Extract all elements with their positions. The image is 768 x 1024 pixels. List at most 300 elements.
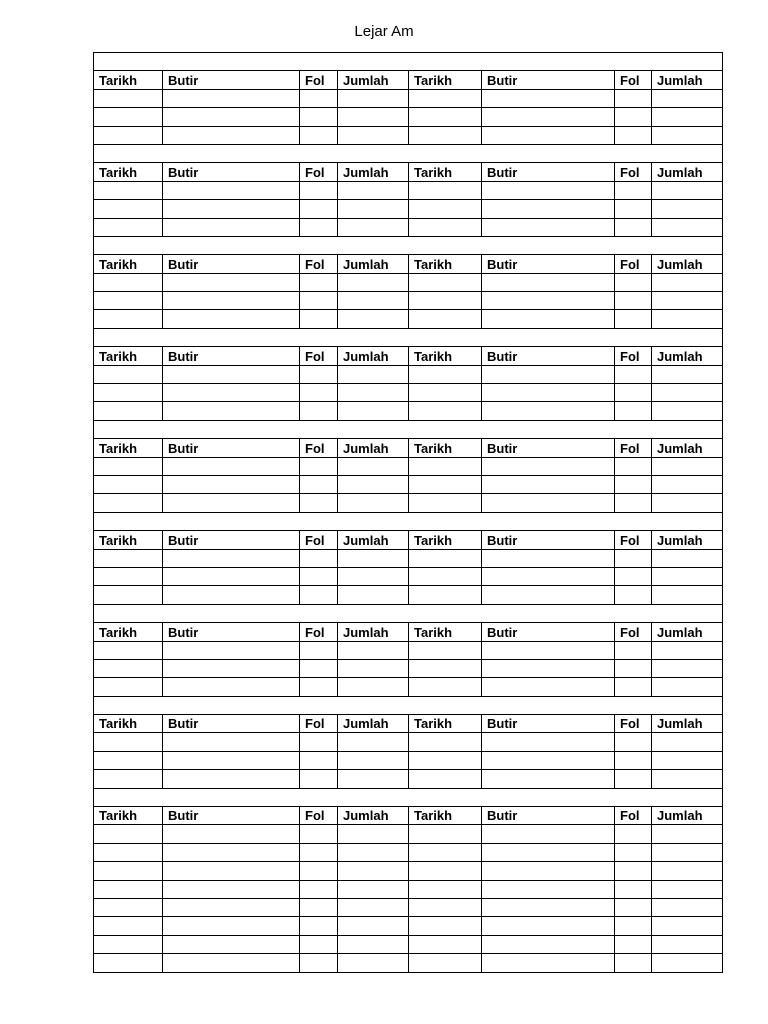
entry-cell-fol-right[interactable]	[615, 770, 652, 788]
entry-cell-butir-left[interactable]	[163, 494, 300, 512]
entry-cell-butir-left[interactable]	[163, 365, 300, 383]
entry-cell-jumlah-right[interactable]	[652, 880, 723, 898]
entry-cell-tarikh-left[interactable]	[94, 862, 163, 880]
entry-cell-fol-right[interactable]	[615, 273, 652, 291]
entry-cell-butir-left[interactable]	[163, 659, 300, 677]
entry-cell-butir-left[interactable]	[163, 200, 300, 218]
table-row	[94, 880, 723, 898]
entry-cell-fol-left[interactable]	[300, 218, 338, 236]
entry-cell-fol-left[interactable]	[300, 898, 338, 916]
entry-cell-fol-left[interactable]	[300, 567, 338, 585]
entry-cell-jumlah-right[interactable]	[652, 108, 723, 126]
entry-cell-tarikh-right[interactable]	[409, 917, 482, 935]
entry-cell-jumlah-right[interactable]	[652, 549, 723, 567]
entry-cell-fol-right[interactable]	[615, 898, 652, 916]
entry-cell-butir-left[interactable]	[163, 825, 300, 843]
entry-cell-butir-left[interactable]	[163, 567, 300, 585]
section-spacer-row	[94, 420, 723, 438]
entry-cell-fol-left[interactable]	[300, 181, 338, 199]
entry-cell-butir-right[interactable]	[482, 954, 615, 972]
entry-cell-fol-right[interactable]	[615, 659, 652, 677]
entry-cell-jumlah-right[interactable]	[652, 494, 723, 512]
column-header-butir-right: Butir	[482, 347, 615, 365]
entry-cell-fol-right[interactable]	[615, 567, 652, 585]
column-header-butir-left: Butir	[163, 255, 300, 273]
entry-cell-fol-left[interactable]	[300, 108, 338, 126]
entry-cell-butir-right[interactable]	[482, 880, 615, 898]
entry-cell-jumlah-left[interactable]	[338, 751, 409, 769]
entry-cell-jumlah-right[interactable]	[652, 659, 723, 677]
entry-cell-butir-left[interactable]	[163, 402, 300, 420]
entry-cell-butir-left[interactable]	[163, 898, 300, 916]
entry-cell-butir-left[interactable]	[163, 273, 300, 291]
column-header-jumlah-right: Jumlah	[652, 439, 723, 457]
entry-cell-jumlah-right[interactable]	[652, 751, 723, 769]
page-title: Lejar Am	[354, 23, 414, 40]
column-header-butir-right: Butir	[482, 531, 615, 549]
entry-cell-tarikh-right[interactable]	[409, 181, 482, 199]
entry-cell-fol-left[interactable]	[300, 862, 338, 880]
entry-cell-tarikh-right[interactable]	[409, 310, 482, 328]
entry-cell-jumlah-left[interactable]	[338, 659, 409, 677]
table-row	[94, 365, 723, 383]
entry-cell-tarikh-left[interactable]	[94, 457, 163, 475]
entry-cell-fol-right[interactable]	[615, 880, 652, 898]
entry-cell-butir-right[interactable]	[482, 751, 615, 769]
entry-cell-tarikh-right[interactable]	[409, 89, 482, 107]
entry-cell-butir-left[interactable]	[163, 108, 300, 126]
entry-cell-jumlah-right[interactable]	[652, 126, 723, 144]
entry-cell-fol-left[interactable]	[300, 659, 338, 677]
entry-cell-butir-right[interactable]	[482, 586, 615, 604]
entry-cell-tarikh-left[interactable]	[94, 200, 163, 218]
entry-cell-tarikh-right[interactable]	[409, 935, 482, 953]
entry-cell-jumlah-right[interactable]	[652, 917, 723, 935]
entry-cell-fol-right[interactable]	[615, 200, 652, 218]
entry-cell-butir-left[interactable]	[163, 954, 300, 972]
entry-cell-fol-left[interactable]	[300, 475, 338, 493]
column-header-fol-right: Fol	[615, 163, 652, 181]
entry-cell-butir-left[interactable]	[163, 586, 300, 604]
entry-cell-fol-right[interactable]	[615, 310, 652, 328]
table-row	[94, 843, 723, 861]
entry-cell-jumlah-right[interactable]	[652, 273, 723, 291]
entry-cell-fol-right[interactable]	[615, 365, 652, 383]
entry-cell-fol-left[interactable]	[300, 880, 338, 898]
entry-cell-jumlah-left[interactable]	[338, 954, 409, 972]
entry-cell-tarikh-left[interactable]	[94, 954, 163, 972]
entry-cell-butir-left[interactable]	[163, 384, 300, 402]
entry-cell-butir-right[interactable]	[482, 549, 615, 567]
entry-cell-butir-left[interactable]	[163, 218, 300, 236]
entry-cell-jumlah-left[interactable]	[338, 218, 409, 236]
entry-cell-tarikh-right[interactable]	[409, 475, 482, 493]
entry-cell-tarikh-left[interactable]	[94, 292, 163, 310]
spacer-cell	[94, 328, 723, 346]
entry-cell-jumlah-left[interactable]	[338, 935, 409, 953]
entry-cell-fol-right[interactable]	[615, 126, 652, 144]
table-row	[94, 384, 723, 402]
entry-cell-butir-left[interactable]	[163, 475, 300, 493]
entry-cell-fol-left[interactable]	[300, 310, 338, 328]
entry-cell-butir-left[interactable]	[163, 862, 300, 880]
entry-cell-butir-right[interactable]	[482, 843, 615, 861]
table-row	[94, 825, 723, 843]
entry-cell-butir-right[interactable]	[482, 862, 615, 880]
entry-cell-butir-right[interactable]	[482, 825, 615, 843]
entry-cell-jumlah-left[interactable]	[338, 641, 409, 659]
entry-cell-butir-right[interactable]	[482, 475, 615, 493]
entry-cell-butir-left[interactable]	[163, 181, 300, 199]
entry-cell-tarikh-left[interactable]	[94, 751, 163, 769]
entry-cell-tarikh-left[interactable]	[94, 843, 163, 861]
entry-cell-jumlah-right[interactable]	[652, 733, 723, 751]
entry-cell-jumlah-left[interactable]	[338, 475, 409, 493]
entry-cell-butir-left[interactable]	[163, 89, 300, 107]
entry-cell-jumlah-left[interactable]	[338, 898, 409, 916]
entry-cell-jumlah-right[interactable]	[652, 935, 723, 953]
entry-cell-tarikh-left[interactable]	[94, 659, 163, 677]
entry-cell-butir-left[interactable]	[163, 457, 300, 475]
entry-cell-tarikh-right[interactable]	[409, 126, 482, 144]
entry-cell-jumlah-left[interactable]	[338, 310, 409, 328]
column-header-tarikh-left: Tarikh	[94, 623, 163, 641]
table-row	[94, 567, 723, 585]
entry-cell-tarikh-left[interactable]	[94, 181, 163, 199]
entry-cell-tarikh-left[interactable]	[94, 494, 163, 512]
entry-cell-fol-right[interactable]	[615, 89, 652, 107]
column-header-butir-right: Butir	[482, 71, 615, 89]
entry-cell-tarikh-right[interactable]	[409, 494, 482, 512]
entry-cell-tarikh-left[interactable]	[94, 917, 163, 935]
entry-cell-tarikh-right[interactable]	[409, 273, 482, 291]
entry-cell-fol-left[interactable]	[300, 457, 338, 475]
column-header-fol-left: Fol	[300, 347, 338, 365]
entry-cell-fol-left[interactable]	[300, 365, 338, 383]
column-header-jumlah-right: Jumlah	[652, 623, 723, 641]
entry-cell-jumlah-right[interactable]	[652, 402, 723, 420]
table-row	[94, 641, 723, 659]
entry-cell-butir-right[interactable]	[482, 218, 615, 236]
entry-cell-tarikh-right[interactable]	[409, 457, 482, 475]
column-header-butir-left: Butir	[163, 715, 300, 733]
entry-cell-jumlah-right[interactable]	[652, 825, 723, 843]
entry-cell-butir-right[interactable]	[482, 384, 615, 402]
entry-cell-jumlah-right[interactable]	[652, 954, 723, 972]
column-header-jumlah-right: Jumlah	[652, 255, 723, 273]
entry-cell-fol-left[interactable]	[300, 843, 338, 861]
entry-cell-tarikh-left[interactable]	[94, 880, 163, 898]
entry-cell-butir-right[interactable]	[482, 770, 615, 788]
entry-cell-fol-right[interactable]	[615, 733, 652, 751]
entry-cell-fol-left[interactable]	[300, 917, 338, 935]
entry-cell-tarikh-left[interactable]	[94, 770, 163, 788]
entry-cell-fol-left[interactable]	[300, 733, 338, 751]
entry-cell-fol-right[interactable]	[615, 678, 652, 696]
entry-cell-butir-left[interactable]	[163, 549, 300, 567]
entry-cell-tarikh-right[interactable]	[409, 843, 482, 861]
entry-cell-jumlah-right[interactable]	[652, 310, 723, 328]
table-row	[94, 310, 723, 328]
entry-cell-butir-right[interactable]	[482, 567, 615, 585]
entry-cell-tarikh-right[interactable]	[409, 751, 482, 769]
entry-cell-tarikh-right[interactable]	[409, 292, 482, 310]
entry-cell-butir-right[interactable]	[482, 89, 615, 107]
entry-cell-butir-left[interactable]	[163, 917, 300, 935]
entry-cell-jumlah-left[interactable]	[338, 200, 409, 218]
column-header-jumlah-right: Jumlah	[652, 347, 723, 365]
section-header-row	[94, 715, 723, 733]
entry-cell-fol-right[interactable]	[615, 181, 652, 199]
entry-cell-fol-left[interactable]	[300, 89, 338, 107]
entry-cell-jumlah-right[interactable]	[652, 770, 723, 788]
entry-cell-jumlah-right[interactable]	[652, 384, 723, 402]
entry-cell-jumlah-right[interactable]	[652, 218, 723, 236]
entry-cell-fol-right[interactable]	[615, 457, 652, 475]
column-header-butir-left: Butir	[163, 623, 300, 641]
entry-cell-tarikh-left[interactable]	[94, 567, 163, 585]
entry-cell-butir-left[interactable]	[163, 292, 300, 310]
entry-cell-fol-right[interactable]	[615, 641, 652, 659]
entry-cell-butir-right[interactable]	[482, 402, 615, 420]
entry-cell-butir-left[interactable]	[163, 733, 300, 751]
entry-cell-jumlah-left[interactable]	[338, 825, 409, 843]
entry-cell-tarikh-right[interactable]	[409, 365, 482, 383]
entry-cell-tarikh-left[interactable]	[94, 475, 163, 493]
entry-cell-fol-left[interactable]	[300, 586, 338, 604]
entry-cell-butir-right[interactable]	[482, 126, 615, 144]
entry-cell-fol-right[interactable]	[615, 108, 652, 126]
entry-cell-butir-right[interactable]	[482, 181, 615, 199]
entry-cell-butir-left[interactable]	[163, 126, 300, 144]
entry-cell-butir-right[interactable]	[482, 917, 615, 935]
entry-cell-jumlah-left[interactable]	[338, 567, 409, 585]
entry-cell-jumlah-left[interactable]	[338, 89, 409, 107]
column-header-butir-right: Butir	[482, 715, 615, 733]
entry-cell-jumlah-left[interactable]	[338, 292, 409, 310]
table-row	[94, 108, 723, 126]
entry-cell-tarikh-right[interactable]	[409, 641, 482, 659]
entry-cell-jumlah-right[interactable]	[652, 89, 723, 107]
entry-cell-tarikh-right[interactable]	[409, 659, 482, 677]
entry-cell-tarikh-right[interactable]	[409, 549, 482, 567]
entry-cell-butir-right[interactable]	[482, 292, 615, 310]
entry-cell-fol-right[interactable]	[615, 825, 652, 843]
entry-cell-butir-left[interactable]	[163, 935, 300, 953]
entry-cell-fol-right[interactable]	[615, 218, 652, 236]
entry-cell-jumlah-left[interactable]	[338, 384, 409, 402]
column-header-butir-right: Butir	[482, 807, 615, 825]
entry-cell-tarikh-left[interactable]	[94, 898, 163, 916]
entry-cell-jumlah-right[interactable]	[652, 641, 723, 659]
entry-cell-jumlah-left[interactable]	[338, 917, 409, 935]
entry-cell-fol-right[interactable]	[615, 292, 652, 310]
entry-cell-butir-right[interactable]	[482, 273, 615, 291]
entry-cell-fol-left[interactable]	[300, 678, 338, 696]
entry-cell-fol-left[interactable]	[300, 200, 338, 218]
entry-cell-tarikh-left[interactable]	[94, 108, 163, 126]
entry-cell-fol-right[interactable]	[615, 935, 652, 953]
entry-cell-butir-right[interactable]	[482, 733, 615, 751]
entry-cell-jumlah-right[interactable]	[652, 475, 723, 493]
entry-cell-tarikh-left[interactable]	[94, 825, 163, 843]
entry-cell-jumlah-left[interactable]	[338, 549, 409, 567]
entry-cell-butir-left[interactable]	[163, 880, 300, 898]
column-header-tarikh-left: Tarikh	[94, 347, 163, 365]
entry-cell-fol-left[interactable]	[300, 751, 338, 769]
entry-cell-fol-left[interactable]	[300, 935, 338, 953]
entry-cell-fol-right[interactable]	[615, 384, 652, 402]
entry-cell-fol-right[interactable]	[615, 917, 652, 935]
entry-cell-fol-left[interactable]	[300, 384, 338, 402]
entry-cell-tarikh-left[interactable]	[94, 678, 163, 696]
entry-cell-fol-left[interactable]	[300, 402, 338, 420]
entry-cell-jumlah-left[interactable]	[338, 733, 409, 751]
entry-cell-tarikh-left[interactable]	[94, 273, 163, 291]
entry-cell-tarikh-right[interactable]	[409, 898, 482, 916]
entry-cell-jumlah-right[interactable]	[652, 586, 723, 604]
entry-cell-butir-right[interactable]	[482, 678, 615, 696]
entry-cell-tarikh-right[interactable]	[409, 825, 482, 843]
entry-cell-butir-right[interactable]	[482, 935, 615, 953]
entry-cell-tarikh-right[interactable]	[409, 200, 482, 218]
entry-cell-jumlah-left[interactable]	[338, 365, 409, 383]
spacer-cell	[94, 604, 723, 622]
entry-cell-jumlah-right[interactable]	[652, 457, 723, 475]
entry-cell-jumlah-right[interactable]	[652, 200, 723, 218]
entry-cell-fol-right[interactable]	[615, 862, 652, 880]
entry-cell-tarikh-right[interactable]	[409, 770, 482, 788]
entry-cell-butir-right[interactable]	[482, 457, 615, 475]
entry-cell-jumlah-right[interactable]	[652, 843, 723, 861]
entry-cell-tarikh-left[interactable]	[94, 384, 163, 402]
entry-cell-jumlah-left[interactable]	[338, 678, 409, 696]
entry-cell-tarikh-right[interactable]	[409, 880, 482, 898]
table-row	[94, 402, 723, 420]
entry-cell-jumlah-right[interactable]	[652, 567, 723, 585]
entry-cell-fol-left[interactable]	[300, 954, 338, 972]
entry-cell-jumlah-left[interactable]	[338, 880, 409, 898]
entry-cell-tarikh-left[interactable]	[94, 310, 163, 328]
entry-cell-tarikh-left[interactable]	[94, 935, 163, 953]
entry-cell-butir-left[interactable]	[163, 678, 300, 696]
entry-cell-tarikh-left[interactable]	[94, 126, 163, 144]
column-header-butir-left: Butir	[163, 163, 300, 181]
entry-cell-butir-left[interactable]	[163, 843, 300, 861]
entry-cell-tarikh-right[interactable]	[409, 678, 482, 696]
entry-cell-fol-left[interactable]	[300, 126, 338, 144]
entry-cell-jumlah-left[interactable]	[338, 108, 409, 126]
table-row	[94, 678, 723, 696]
entry-cell-jumlah-right[interactable]	[652, 181, 723, 199]
entry-cell-butir-right[interactable]	[482, 108, 615, 126]
entry-cell-tarikh-right[interactable]	[409, 733, 482, 751]
entry-cell-jumlah-left[interactable]	[338, 457, 409, 475]
entry-cell-jumlah-left[interactable]	[338, 843, 409, 861]
entry-cell-jumlah-right[interactable]	[652, 898, 723, 916]
entry-cell-butir-right[interactable]	[482, 494, 615, 512]
entry-cell-jumlah-left[interactable]	[338, 586, 409, 604]
entry-cell-fol-left[interactable]	[300, 273, 338, 291]
entry-cell-jumlah-left[interactable]	[338, 402, 409, 420]
section-spacer-row	[94, 53, 723, 71]
entry-cell-jumlah-right[interactable]	[652, 678, 723, 696]
entry-cell-tarikh-right[interactable]	[409, 586, 482, 604]
entry-cell-fol-left[interactable]	[300, 641, 338, 659]
entry-cell-tarikh-left[interactable]	[94, 365, 163, 383]
column-header-jumlah-left: Jumlah	[338, 163, 409, 181]
entry-cell-tarikh-right[interactable]	[409, 954, 482, 972]
entry-cell-fol-left[interactable]	[300, 825, 338, 843]
entry-cell-jumlah-left[interactable]	[338, 494, 409, 512]
spacer-cell	[94, 788, 723, 806]
entry-cell-jumlah-left[interactable]	[338, 862, 409, 880]
column-header-butir-left: Butir	[163, 439, 300, 457]
entry-cell-fol-left[interactable]	[300, 494, 338, 512]
entry-cell-tarikh-right[interactable]	[409, 567, 482, 585]
entry-cell-tarikh-right[interactable]	[409, 108, 482, 126]
entry-cell-jumlah-left[interactable]	[338, 181, 409, 199]
column-header-tarikh-right: Tarikh	[409, 715, 482, 733]
entry-cell-fol-right[interactable]	[615, 402, 652, 420]
entry-cell-jumlah-right[interactable]	[652, 862, 723, 880]
entry-cell-butir-right[interactable]	[482, 641, 615, 659]
entry-cell-jumlah-right[interactable]	[652, 292, 723, 310]
entry-cell-jumlah-left[interactable]	[338, 770, 409, 788]
column-header-jumlah-left: Jumlah	[338, 439, 409, 457]
section-header-row	[94, 255, 723, 273]
entry-cell-tarikh-left[interactable]	[94, 218, 163, 236]
entry-cell-fol-right[interactable]	[615, 475, 652, 493]
entry-cell-butir-left[interactable]	[163, 310, 300, 328]
table-row	[94, 954, 723, 972]
entry-cell-butir-left[interactable]	[163, 770, 300, 788]
entry-cell-fol-left[interactable]	[300, 770, 338, 788]
entry-cell-butir-left[interactable]	[163, 751, 300, 769]
column-header-fol-left: Fol	[300, 531, 338, 549]
entry-cell-butir-right[interactable]	[482, 659, 615, 677]
entry-cell-fol-left[interactable]	[300, 292, 338, 310]
entry-cell-butir-right[interactable]	[482, 898, 615, 916]
entry-cell-butir-right[interactable]	[482, 365, 615, 383]
entry-cell-tarikh-left[interactable]	[94, 586, 163, 604]
entry-cell-tarikh-right[interactable]	[409, 218, 482, 236]
entry-cell-fol-left[interactable]	[300, 549, 338, 567]
entry-cell-tarikh-left[interactable]	[94, 733, 163, 751]
entry-cell-tarikh-right[interactable]	[409, 402, 482, 420]
entry-cell-fol-right[interactable]	[615, 954, 652, 972]
entry-cell-tarikh-right[interactable]	[409, 384, 482, 402]
spacer-cell	[94, 236, 723, 254]
entry-cell-jumlah-left[interactable]	[338, 273, 409, 291]
entry-cell-tarikh-right[interactable]	[409, 862, 482, 880]
entry-cell-fol-right[interactable]	[615, 586, 652, 604]
entry-cell-jumlah-left[interactable]	[338, 126, 409, 144]
entry-cell-tarikh-left[interactable]	[94, 549, 163, 567]
entry-cell-tarikh-left[interactable]	[94, 402, 163, 420]
entry-cell-butir-left[interactable]	[163, 641, 300, 659]
entry-cell-jumlah-right[interactable]	[652, 365, 723, 383]
entry-cell-butir-right[interactable]	[482, 200, 615, 218]
entry-cell-tarikh-left[interactable]	[94, 641, 163, 659]
entry-cell-fol-right[interactable]	[615, 549, 652, 567]
entry-cell-fol-right[interactable]	[615, 843, 652, 861]
entry-cell-fol-right[interactable]	[615, 751, 652, 769]
column-header-butir-right: Butir	[482, 163, 615, 181]
entry-cell-fol-right[interactable]	[615, 494, 652, 512]
entry-cell-tarikh-left[interactable]	[94, 89, 163, 107]
entry-cell-butir-right[interactable]	[482, 310, 615, 328]
